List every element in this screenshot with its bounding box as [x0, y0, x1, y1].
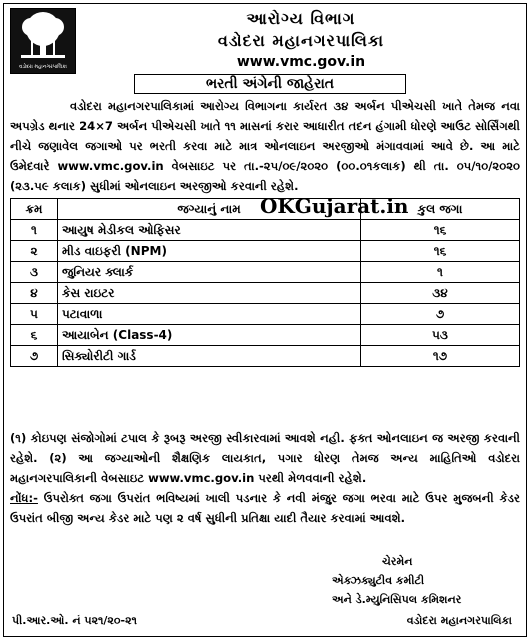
notes-section — [10, 428, 520, 528]
row-post: આયુષ મેડીકલ ઓફિસર — [58, 220, 361, 241]
row-count: ૩૪ — [361, 283, 520, 304]
row-post: સિક્યોરીટી ગાર્ડ — [58, 346, 361, 367]
table-row — [11, 325, 520, 346]
signature-line-2: એક્ઝક્યુટીવ કમીટી — [332, 574, 425, 587]
signature-block — [332, 552, 512, 609]
notes-paragraph-2: ઉપરોક્ત જગા ઉપરાંત ભવિષ્યમાં ખાલી પડનાર કે નવી મંજુર જગા ભરવા માટે ઉપર મુજબની કેડર ઉપરાંત બીજી અન્ય કેડર માટે પણ ૨ વર્ષ સુધીની પ્રતિક્ષા યાદી તૈયાર કરવામાં આવશે. — [10, 491, 520, 525]
website-link[interactable]: www.vmc.gov.in — [236, 54, 366, 70]
row-count: ૧૬ — [361, 241, 520, 262]
vacancy-table — [10, 198, 520, 367]
table-row — [11, 241, 520, 262]
intro-paragraph: વડોદરા મહાનગરપાલિકામાં આરોગ્ય વિભાગના કાર્યરત ૩૪ અર્બન પીએચસી ખાતે તેમજ નવા અપગ્રેડ થનાર 24×7 અર્બન પીએચસી ખાતે ૧૧ માસનાં કરાર આધારીત તદન હંગામી ધોરણે આઉટ સોર્સિંગથી નીચે જણાવેલ જગાઓ પર ભરતી કરવા માટે માત્ર ઓનલાઇન અરજીઓ મંગાવવામાં આવે છે. આ માટે ઉમેદવારે www.vmc.gov.in વેબસાઇટ પર તા.-૨૫/૦૯/૨૦૨૦ (૦૦.૦૧કલાક) થી તા. ૦૫/૧૦/૨૦૨૦ (૨૩.૫૯ કલાક) સુધીમાં ઓનલાઇન અરજીઓ કરવાની રહેશે. — [10, 99, 520, 193]
row-no: ૫ — [11, 304, 58, 325]
row-count: ૭ — [361, 304, 520, 325]
row-count: ૫૩ — [361, 325, 520, 346]
table-row — [11, 304, 520, 325]
notice-title: ભરતી અંગેની જાહેરાત — [134, 74, 406, 94]
row-post: પટાવાળા — [58, 304, 361, 325]
row-post: આયાબેન (Class-4) — [58, 325, 361, 346]
table-row — [11, 346, 520, 367]
table-row — [11, 283, 520, 304]
watermark: OKGujarat.in — [260, 194, 409, 218]
row-no: ૩ — [11, 262, 58, 283]
table-row — [11, 220, 520, 241]
row-no: ૪ — [11, 283, 58, 304]
banyan-tree-icon — [11, 9, 75, 63]
corporation-title: વડોદરા મહાનગરપાલિકા — [217, 31, 385, 50]
vmc-logo — [10, 8, 76, 74]
table-row — [11, 262, 520, 283]
col-header-post: જગ્યાનું નામ — [58, 199, 361, 220]
row-post: જુનિયર ક્લાર્ક — [58, 262, 361, 283]
row-count: ૧૬ — [361, 220, 520, 241]
pro-reference: પી.આર.ઓ. નં ૫૨૧/૨૦-૨૧ — [12, 614, 137, 627]
row-count: ૧૭ — [361, 346, 520, 367]
note-label: નોંધ:- — [10, 491, 38, 505]
signature-line-4: વડોદરા મહાનગરપાલિકા — [406, 614, 512, 627]
signature-line-1: ચેરમેન — [382, 555, 413, 568]
row-count: ૧ — [361, 262, 520, 283]
signature-line-3: અને ડે.મ્યુનિસિપલ કમિશનર — [332, 593, 462, 606]
row-post: કેસ રાઇટર — [58, 283, 361, 304]
row-no: ૧ — [11, 220, 58, 241]
row-no: ૨ — [11, 241, 58, 262]
notes-paragraph-1: (૧) કોઇપણ સંજોગોમાં ટપાલ કે રૂબરૂ અરજી સ્વીકારવામાં આવશે નહી. ફક્ત ઓનલાઇન જ અરજી કરવાની રહેશે. (૨) આ જગ્યાઓની શૈક્ષણિક લાયકાત, પગાર ધોરણ તેમજ અન્ય માહિતિઓ વડોદરા મહાનગરપાલિકાની વેબસાઇટ www.vmc.gov.in પરથી મેળવવાની રહેશે. — [10, 431, 520, 485]
row-no: ૬ — [11, 325, 58, 346]
notice-page — [3, 3, 527, 637]
row-post: મીડ વાઇફરી (NPM) — [58, 241, 361, 262]
col-header-no: ક્રમ — [11, 199, 58, 220]
row-no: ૭ — [11, 346, 58, 367]
col-header-count: કુલ જગા — [361, 199, 520, 220]
department-title: આરોગ્ય વિભાગ — [246, 9, 356, 28]
logo-label: વડોદરા મહાનગરપાલિકા — [19, 64, 67, 70]
